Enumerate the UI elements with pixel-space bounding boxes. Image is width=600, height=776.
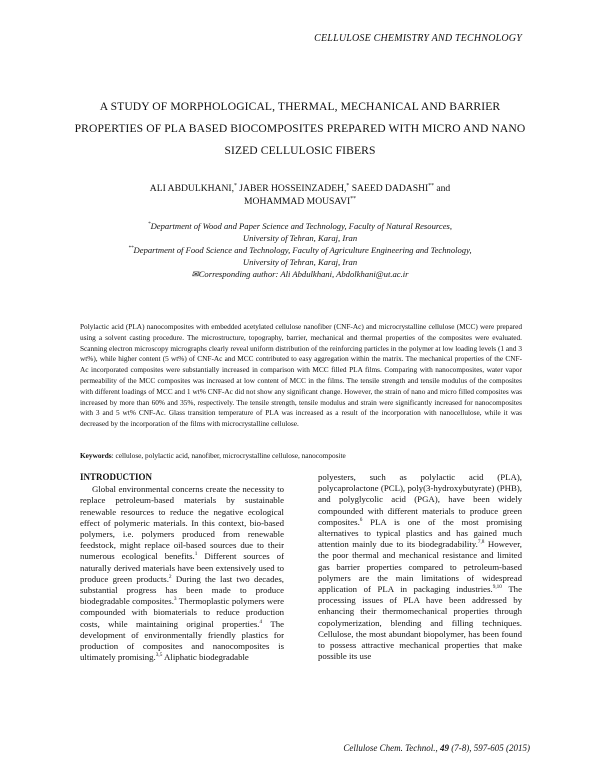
keywords	[80, 451, 522, 461]
text-span: PLA is one of the most promising alternatives to typical plastics and has gained much attention mainly due to its biodegradability.	[318, 516, 522, 550]
author-name: MOHAMMAD MOUSAVI	[244, 196, 351, 207]
citation: 1	[194, 551, 198, 558]
text-span: Thermoplastic polymers were compounded with biomaterials to reduce production costs, while maintaining original properties.	[80, 596, 284, 629]
affiliation-1	[70, 220, 530, 232]
affiliations	[70, 220, 530, 280]
footer-journal: Cellulose Chem. Technol.,	[343, 743, 438, 753]
journal-footer	[343, 743, 530, 753]
text-span: polyesters, such as polylactic acid (PLA), polycaprolactone (PCL), poly(3-hydroxybutyrate) (PHB), and polyglycolic acid (PGA), have been widely compounded with different materials to produce green composites.	[318, 472, 522, 527]
footer-volume: 49	[440, 743, 450, 753]
body-column-right	[318, 472, 522, 662]
abstract: Polylactic acid (PLA) nanocomposites with embedded acetylated cellulose nanofiber (CNF-Ac) and microcrystalline cellulose (MCC) were prepared using a solvent casting procedure. The microstructure, topography, barrier, mechanical and thermal properties of the composites were evaluated. Scanning electron microscopy micrographs clearly reveal uniform distribution of the reinforcing particles in the polymer at low loading levels (1 and 3 wt%), while higher content (5 wt%) of CNF-Ac and MCC contributed to easy aggregation within the matrix. The mechanical properties of the CNF-Ac incorporated composites were substantially increased in comparison with MCC filled PLA films. Comparing with nanocomposites, water vapor permeability of the MCC composites was increased at low content of MCC in the films. The tensile strength and tensile modulus of the composites with different loadings of MCC and 1 wt% CNF-Ac did not show any significant change. However, the strain of nano and micro filled composites was increased by more than 60% and 35%, respectively. The tensile strength, tensile modulus and strain were significantly increased for nanocomposites with 3 and 5 wt% CNF-Ac. Glass transition temperature of PLA was increased as a result of the incorporation with nanocellulose, while it was decreased by the incorporation of the films with microcrystalline cellulose.	[80, 322, 522, 429]
author-conjunction: and	[436, 183, 451, 194]
journal-header: CELLULOSE CHEMISTRY AND TECHNOLOGY	[314, 33, 522, 44]
text-span: During the last two decades, substantial progress has been made to produce biodegradable composites.	[80, 573, 284, 607]
text-span: The development of environmentally friendly plastics for production of composites and nanocomposites is ultimately promising.	[80, 618, 285, 663]
text-span: The processing issues of PLA have been addressed by enhancing their thermomechanical properties through copolymerization, blending and filling techniques. Cellulose, the most abundant biopolymer, has been found to possess attractive mechanical properties that make possible its use	[318, 584, 522, 662]
paper-title: A STUDY OF MORPHOLOGICAL, THERMAL, MECHANICAL AND BARRIER PROPERTIES OF PLA BASED BIOCOMPOSITES PREPARED WITH MICRO AND NANO SIZED CELLULOSIC FIBERS	[74, 100, 526, 157]
keywords-text: : cellulose, polylactic acid, nanofiber, microcrystalline cellulose, nanocomposite	[111, 451, 346, 460]
author-name: ALI ABDULKHANI,	[149, 183, 234, 194]
author-mark: *	[234, 182, 237, 189]
text-span: Aliphatic biodegradable	[162, 652, 249, 663]
affiliation-2	[70, 244, 530, 256]
corresponding-text: Corresponding author: Ali Abdulkhani, Abdolkhani@ut.ac.ir	[198, 269, 409, 279]
corresponding-author	[70, 268, 530, 280]
citation: 3,5	[155, 652, 163, 659]
citation: 3	[173, 596, 177, 603]
author-name: JABER HOSSEINZADEH,	[239, 183, 347, 194]
text-span: Different sources of naturally derived materials have been extensively used to produce green products.	[80, 551, 284, 584]
citation: 4	[259, 618, 263, 625]
envelope-icon: ✉	[191, 269, 199, 279]
affiliation-mark: **	[128, 245, 134, 252]
section-heading: INTRODUCTION	[80, 472, 153, 482]
citation: 7,8	[477, 539, 485, 546]
author-name: SAEED DADASHI	[351, 183, 429, 194]
intro-paragraph-continued	[318, 472, 522, 662]
footer-pages: (7-8), 597-605 (2015)	[451, 743, 530, 753]
author-mark: **	[428, 182, 434, 189]
citation: 6	[359, 516, 363, 523]
affiliation-line: University of Tehran, Karaj, Iran	[242, 257, 358, 267]
author-mark: *	[346, 182, 350, 189]
authors	[120, 182, 480, 208]
citation: 9,10	[492, 584, 502, 591]
author-mark: **	[350, 195, 356, 202]
affiliation-mark: *	[147, 221, 151, 228]
text-span: However, the poor thermal and mechanical resistance and limited gas barrier properties compared to petroleum-based polymers are the main limitations of widespread application of PLA in packaging industries.	[318, 539, 522, 595]
body-column-left	[80, 472, 284, 663]
intro-paragraph	[80, 484, 284, 663]
affiliation-line: Department of Wood and Paper Science and Technology, Faculty of Natural Resources,	[150, 221, 453, 231]
citation: 2	[168, 573, 172, 580]
text-span: Global environmental concerns create the necessity to replace petroleum-based materials by sustainable renewable resources to reduce the negative ecological effect of polymeric materials. In this context, bio-based polymers, i.e. polymers produced from renewable feedstock, might replace oil-based sources due to their numerous ecological benefits.	[80, 484, 284, 562]
affiliation-line: Department of Food Science and Technology, Faculty of Agriculture Engineering and Technology,	[133, 245, 472, 255]
keywords-label: Keywords	[80, 451, 112, 460]
affiliation-line: University of Tehran, Karaj, Iran	[242, 233, 358, 243]
